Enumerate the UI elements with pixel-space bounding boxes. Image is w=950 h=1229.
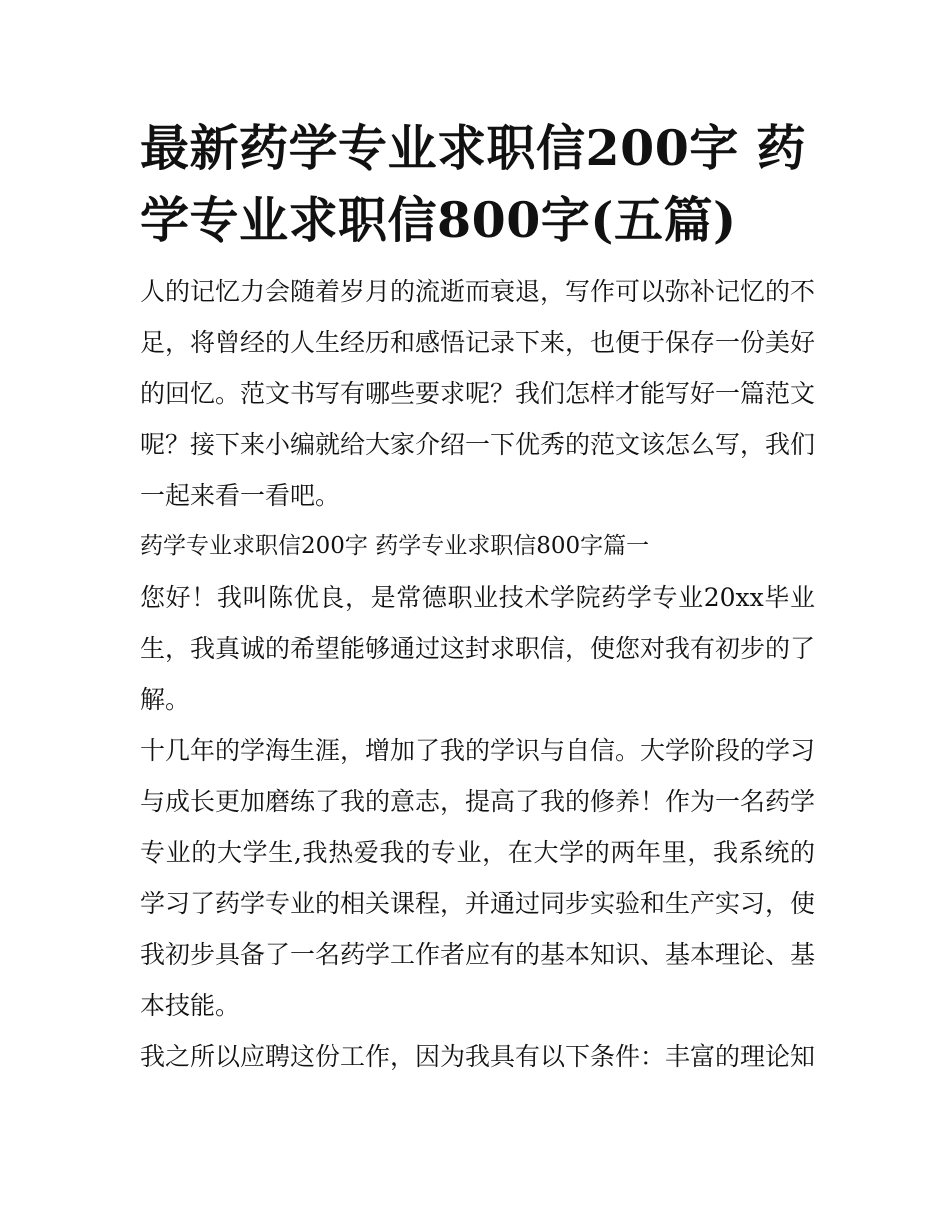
document-title: 最新药学专业求职信200字 药学专业求职信800字(五篇) <box>140 119 806 249</box>
study-paragraph: 十几年的学海生涯，增加了我的学识与自信。大学阶段的学习与成长更加磨练了我的意志，提高了我的修养！作为一名药学专业的大学生,我热爱我的专业，在大学的两年里，我系统的学习了药学专业的相关课程，并通过同步实验和生产实习，使我初步具备了一名药学工作者应有的基本知识、基本理论、基本技能。 <box>140 736 816 1020</box>
conditions-paragraph: 我之所以应聘这份工作，因为我具有以下条件：丰富的理论知 <box>140 1042 816 1071</box>
greeting-paragraph: 您好！我叫陈优良，是常德职业技术学院药学专业20xx毕业生，我真诚的希望能够通过这封求职信，使您对我有初步的了解。 <box>140 583 816 714</box>
document-body <box>140 112 815 1082</box>
section-heading: 药学专业求职信200字 药学专业求职信800字篇一 <box>140 533 650 559</box>
intro-paragraph: 人的记忆力会随着岁月的流逝而衰退，写作可以弥补记忆的不足，将曾经的人生经历和感悟记录下来，也便于保存一份美好的回忆。范文书写有哪些要求呢？我们怎样才能写好一篇范文呢？接下来小编就给大家介绍一下优秀的范文该怎么写，我们一起来看一看吧。 <box>140 277 816 510</box>
